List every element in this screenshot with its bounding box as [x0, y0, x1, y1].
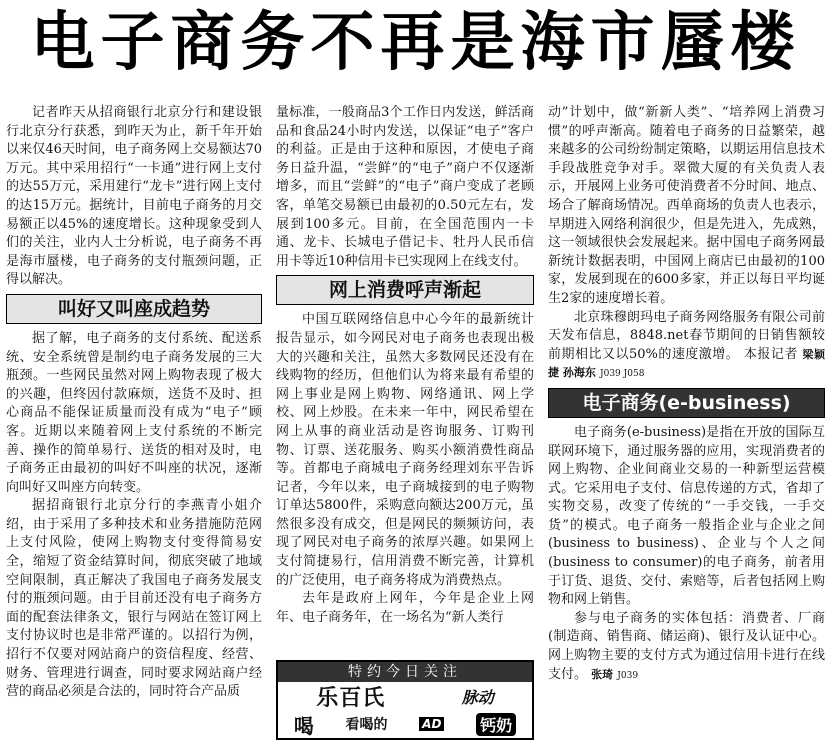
reporter-label: 本报记者 — [743, 346, 798, 362]
paragraph: 动”计划中，做“新新人类”、“培养网上消费习惯”的呼声渐高。随着电子商务的日益繁荣，越来越多的公司纷纷制定策略，以期运用信息技术手段战胜竞争对手。翠微大厦的有关负责人表示，开展网上业务可使消费者不分时间、地点、场合了解商场情况。西单商场的负责人也表示，早期进入网络利润很少，但是先进入，先成熟，这一领域很快会发展起来。据中国电子商务网最新统计数据表明，中国网上商店已由最初的100家，发展到现在的600多家，并正以每日平均诞生2家的速度增长着。 — [548, 105, 825, 306]
brand-logo: 喝 — [293, 713, 314, 738]
author-name: 张琦 — [591, 667, 614, 681]
subheading: 网上消费呼声渐起 — [276, 275, 534, 305]
article-column-3 — [548, 104, 825, 685]
subheading: 电子商务(e-business) — [548, 388, 825, 418]
article-column-1 — [6, 104, 262, 702]
article-column-2 — [276, 104, 534, 627]
reporter-names: 梁颖捷 孙海东 — [548, 347, 825, 380]
paragraph-text: 北京珠穆朗玛电子商务网络服务有限公司前天发布信息，8848.net春节期间的日销售额较前期相比又以50%的速度激增。 — [548, 309, 825, 362]
ad-title: 特约今日关注 — [278, 662, 532, 682]
brand-logo: 乐百氏 — [316, 685, 386, 711]
paragraph-text: 参与电子商务的实体包括：消费者、厂商(制造商、销售商、储运商)、银行及认证中心。网上购物主要的支付方式为通过信用卡进行在线支付。 — [548, 610, 825, 682]
paragraph: 去年是政府上网年，今年是企业上网年、电子商务年，在一场名为“新人类行 — [276, 591, 534, 625]
paragraph: 据了解，电子商务的支付系统、配送系统、安全系统曾是制约电子商务发展的三大瓶颈。一些网民虽然对网上购物表现了极大的兴趣，但终因付款麻烦，送货不及时、担心商品不能保证质量而没有成为“电子”顾客。近期以来随着网上支付系统的不断完善、操作的简单易行、送货的相对及时，电子商务正由最初的叫好不叫座的状况，逐渐向叫好又叫座方向转变。 — [6, 330, 262, 495]
subheading: 叫好又叫座成趋势 — [6, 294, 262, 324]
brand-logo: 钙奶 — [476, 713, 516, 736]
paragraph — [548, 610, 825, 685]
headline: 电子商务不再是海市蜃楼 — [30, 6, 801, 80]
ad-logo-row — [278, 710, 532, 738]
paragraph: 电子商务(e-business)是指在开放的国际互联网环境下，通过服务器的应用，实现消费者的网上购物、企业间商业交易的一种新型运营模式。它采用电子支付、信息传递的方式，省却了实物交易，改变了传统的“一手交钱，一手交货”的模式。电子商务一般指企业与企业之间(business to business)、企业与个人之间(business to consumer)的电子商务，前者用于订货、退货、交付、索赔等，后者包括网上购物和网上销售。 — [548, 424, 825, 608]
brand-logo: 看喝的 — [345, 717, 388, 733]
paragraph — [548, 309, 825, 384]
sponsor-ad — [276, 660, 534, 740]
paragraph: 中国互联网络信息中心今年的最新统计报告显示，如今网民对电子商务也表现出极大的兴趣和关注，虽然大多数网民还没有在线购物的经历，但他们认为将来最有希望的网上事业是网上购物、网络通讯、网上学校、网上炒股。在未来一年中，网民希望在网上从事的商业活动是咨询服务、订购刊物、订票、送花服务、购买小额消费性商品等。首都电子商城电子商务经理刘东平告诉记者，今年以来，电子商城接到的电子购物订单达5800件，采购意向额达200万元，虽然很多没有成交，但是网民的频频访问，表现了网民对电子商务的浓厚兴趣。如果网上支付简捷易行，信用消费不断完善，计算机的广泛使用，电子商务将成为消费热点。 — [276, 312, 534, 588]
paragraph: 量标准，一般商品3个工作日内发送，鲜活商品和食品24小时内发送，以保证“电子”客户的利益。正是由于这种和原因，才使电子商务日益升温，“尝鲜”的“电子”商户不仅逐渐增多，而且“尝鲜”的“电子”商户变成了老顾客，单笔交易额已由最初的0.50元左右，发展到100多元。目前，在全国范围内一卡通、龙卡、长城电子借记卡、牡丹人民币信用卡等近10种信用卡已实现网上在线支付。 — [276, 105, 534, 269]
brand-logo: 脉动 — [461, 687, 494, 707]
paragraph: 记者昨天从招商银行北京分行和建设银行北京分行获悉，到昨天为止，新千年开始以来仅46天时间，电子商务网上交易额达70万元。其中采用招行“一卡通”进行网上支付的达55万元，采用建行“龙卡”进行网上支付的达15万元。据统计，目前电子商务的月交易额正以45%的速度增长。这种现象受到人们的关注，业内人士分析说，电子商务不再是海市蜃楼，电子商务的支付瓶颈问题，正得以解决。 — [6, 105, 262, 288]
paragraph: 据招商银行北京分行的李燕青小姐介绍，由于采用了多种技术和业务措施防范网上支付风险，使网上购物支付变得简易安全，缩短了资金结算时间，彻底突破了地域空间限制，真正解决了我国电子商务发展支付的瓶颈问题。由于目前还没有电子商务方面的配套法律条文，银行与网站在签订网上支付协议时也是非常严谨的。以招行为例，招行不仅要对网站商户的资信程度、经营、财务、管理进行调查，同时要求网站商户经营的商品必须是合法的，同时符合产品质 — [6, 498, 262, 700]
ad-logo-row — [278, 682, 532, 710]
brand-logo: AD — [419, 717, 444, 731]
author-tag: J039 — [617, 670, 639, 681]
reporter-tag: J039 J058 — [599, 369, 645, 380]
